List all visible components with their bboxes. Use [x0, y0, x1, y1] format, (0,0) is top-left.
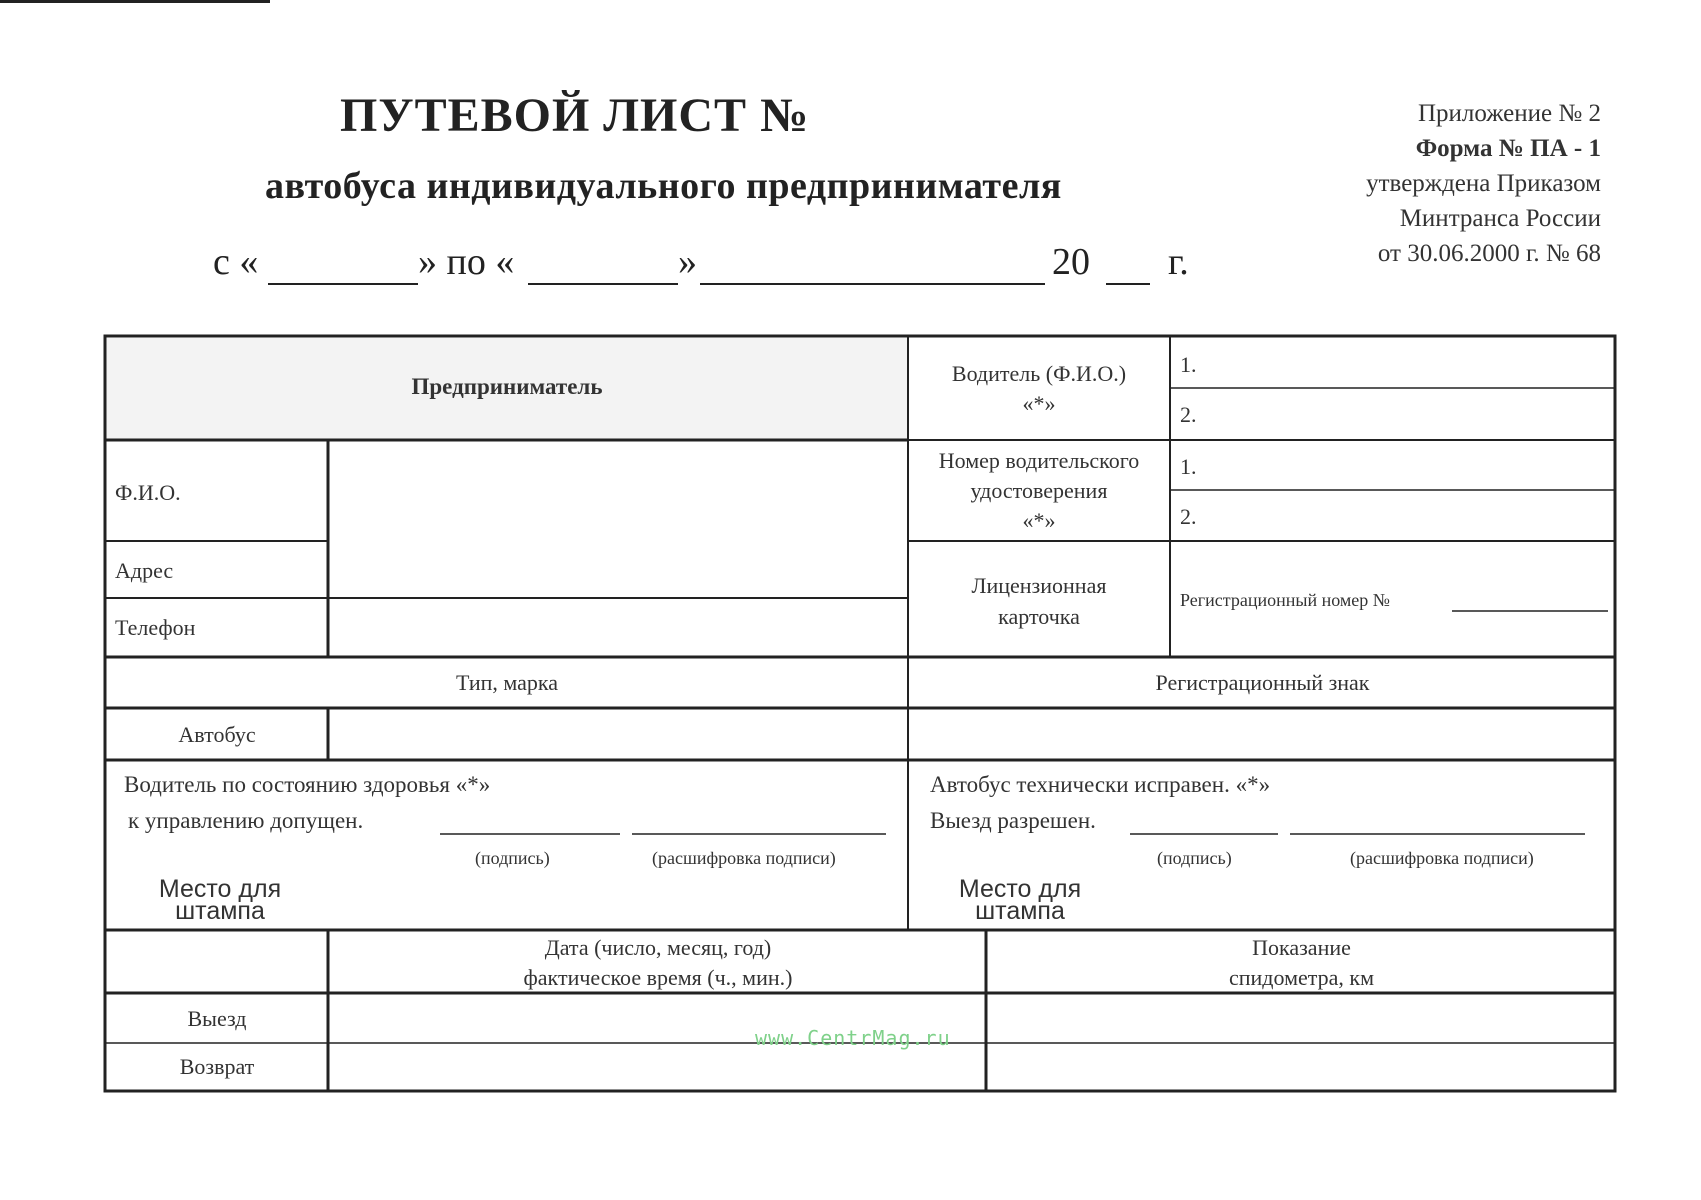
type-brand-label: Тип, марка	[455, 670, 559, 695]
date-time-header-line-1: Дата (число, месяц, год)	[544, 935, 772, 960]
period-mid-label: » по «	[418, 241, 515, 283]
driver-label-line-2: «*»	[1022, 391, 1056, 416]
health-signature-decode-caption: (расшифровка подписи)	[652, 848, 836, 868]
health-signature-caption: (подпись)	[475, 848, 550, 868]
license-2-number: 2.	[1180, 504, 1197, 529]
departure-odometer-field[interactable]	[988, 995, 1613, 1041]
approval-line-3: утверждена Приказом	[1366, 170, 1601, 197]
phone-label: Телефон	[115, 615, 196, 640]
license-1-number: 1.	[1180, 454, 1197, 479]
bus-type-field[interactable]	[330, 710, 906, 758]
health-stamp-line-1: Место для	[158, 875, 282, 903]
period-from-label: с «	[213, 241, 259, 283]
health-signature-field[interactable]	[440, 806, 620, 834]
date-time-header	[330, 933, 986, 993]
bus-label: Автобус	[178, 722, 256, 747]
return-odometer-field[interactable]	[988, 1045, 1613, 1089]
return-label: Возврат	[179, 1054, 255, 1079]
approval-form-number: Форма № ПА - 1	[1415, 135, 1601, 162]
driver-label	[910, 359, 1168, 419]
period-year-suffix: г.	[1168, 241, 1189, 283]
tech-line-2: Выезд разрешен.	[930, 808, 1096, 833]
reg-sign-label: Регистрационный знак	[1155, 670, 1370, 695]
license-label-line-3: «*»	[1022, 508, 1056, 533]
phone-field[interactable]	[330, 600, 906, 655]
approval-line-4: Минтранса России	[1399, 205, 1601, 232]
license-card-label	[910, 570, 1168, 632]
fio-field[interactable]	[330, 442, 906, 596]
driver-2-field[interactable]	[1205, 390, 1610, 438]
reg-number-field[interactable]	[1452, 585, 1608, 611]
approval-line-5: от 30.06.2000 г. № 68	[1377, 240, 1601, 267]
tech-signature-decode-caption: (расшифровка подписи)	[1350, 848, 1534, 868]
reg-number-label: Регистрационный номер №	[1180, 590, 1390, 610]
license-2-field[interactable]	[1205, 492, 1610, 539]
departure-label: Выезд	[187, 1006, 247, 1031]
license-1-field[interactable]	[1205, 442, 1610, 488]
health-line-1: Водитель по состоянию здоровья «*»	[124, 772, 491, 797]
return-date-field[interactable]	[330, 1045, 984, 1089]
bus-reg-sign-field[interactable]	[910, 710, 1613, 758]
entrepreneur-header: Предприниматель	[411, 374, 603, 399]
tech-stamp-line-2: штампа	[975, 897, 1065, 925]
license-label	[910, 446, 1168, 536]
driver-label-line-1: Водитель (Ф.И.О.)	[951, 361, 1127, 386]
page-subtitle: автобуса индивидуального предпринимателя	[265, 165, 1062, 207]
approval-line-1: Приложение № 2	[1417, 100, 1601, 127]
tech-line-1: Автобус технически исправен. «*»	[930, 772, 1271, 797]
page-title: ПУТЕВОЙ ЛИСТ №	[340, 89, 810, 142]
watermark: www.CentrMag.ru	[755, 1026, 951, 1050]
date-time-header-line-2: фактическое время (ч., мин.)	[523, 965, 793, 990]
license-label-line-2: удостоверения	[970, 478, 1108, 503]
license-card-line-1: Лицензионная	[971, 573, 1107, 598]
driver-2-number: 2.	[1180, 402, 1197, 427]
health-stamp-area	[150, 875, 290, 925]
odometer-header-line-2: спидометра, км	[1228, 965, 1375, 990]
license-label-line-1: Номер водительского	[938, 448, 1140, 473]
tech-stamp-line-1: Место для	[958, 875, 1082, 903]
license-card-line-2: карточка	[998, 604, 1080, 629]
tech-signature-caption: (подпись)	[1157, 848, 1232, 868]
driver-1-number: 1.	[1180, 352, 1197, 377]
odometer-header-line-1: Показание	[1252, 935, 1351, 960]
health-signature-decode-field[interactable]	[632, 806, 886, 834]
fio-label: Ф.И.О.	[115, 480, 181, 505]
period-year-label: 20	[1052, 241, 1090, 283]
odometer-header	[988, 933, 1615, 993]
period-close-label: »	[678, 241, 697, 283]
health-stamp-line-2: штампа	[175, 897, 265, 925]
driver-1-field[interactable]	[1205, 338, 1610, 386]
tech-signature-decode-field[interactable]	[1290, 806, 1585, 834]
health-line-2: к управлению допущен.	[128, 808, 364, 833]
tech-stamp-area	[950, 875, 1090, 925]
address-label: Адрес	[115, 558, 174, 583]
tech-signature-field[interactable]	[1130, 806, 1278, 834]
